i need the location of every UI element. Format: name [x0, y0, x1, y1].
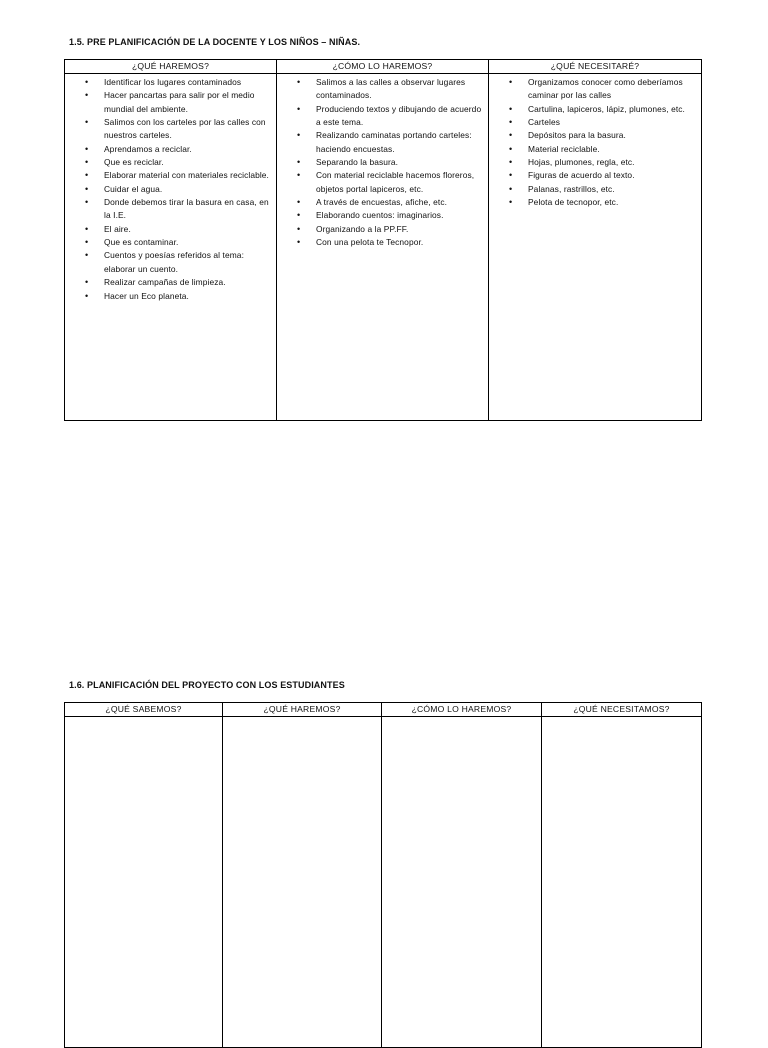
empty-cell-que-necesitamos [542, 717, 702, 1048]
bullet-list-como-lo-haremos [277, 74, 488, 249]
list-item: • Salimos con los carteles por las calles con nuestros carteles. [65, 116, 270, 143]
list-item: • Que es contaminar. [65, 236, 270, 249]
header-como-lo-haremos: ¿CÓMO LO HAREMOS? [382, 703, 542, 717]
empty-cell-que-sabemos [65, 717, 223, 1048]
list-item: • Organizamos conocer como deberíamos caminar por las calles [489, 76, 695, 103]
header-que-necesitamos: ¿QUÉ NECESITAMOS? [542, 703, 702, 717]
pre-planning-table [64, 59, 702, 421]
column-que-necesitare [489, 74, 702, 421]
table-body-row [65, 717, 702, 1048]
list-item: • El aire. [65, 223, 270, 236]
empty-cell-como-lo-haremos [382, 717, 542, 1048]
list-item: • Que es reciclar. [65, 156, 270, 169]
header-que-necesitare: ¿QUÉ NECESITARÉ? [489, 60, 702, 74]
list-item: • Separando la basura. [277, 156, 482, 169]
list-item: • Cartulina, lapiceros, lápiz, plumones, etc. [489, 103, 695, 116]
table-header-row [65, 703, 702, 717]
list-item: • Con material reciclable hacemos floreros, objetos portal lapiceros, etc. [277, 169, 482, 196]
list-item: • Salimos a las calles a observar lugares contaminados. [277, 76, 482, 103]
list-item: • Hacer un Eco planeta. [65, 290, 270, 303]
header-que-haremos: ¿QUÉ HAREMOS? [65, 60, 277, 74]
list-item: • Cuidar el agua. [65, 183, 270, 196]
list-item: • Realizar campañas de limpieza. [65, 276, 270, 289]
column-que-haremos [65, 74, 277, 421]
list-item: • Donde debemos tirar la basura en casa, en la I.E. [65, 196, 270, 223]
list-item: • Con una pelota te Tecnopor. [277, 236, 482, 249]
list-item: • Depósitos para la basura. [489, 129, 695, 142]
header-que-haremos: ¿QUÉ HAREMOS? [223, 703, 382, 717]
empty-cell-que-haremos [223, 717, 382, 1048]
list-item: • Identificar los lugares contaminados [65, 76, 270, 89]
header-que-sabemos: ¿QUÉ SABEMOS? [65, 703, 223, 717]
list-item: • Organizando a la PP.FF. [277, 223, 482, 236]
project-planning-table [64, 702, 702, 1048]
section-title-pre-planning: 1.5. PRE PLANIFICACIÓN DE LA DOCENTE Y LOS NIÑOS – NIÑAS. [69, 37, 361, 47]
list-item: • A través de encuestas, afiche, etc. [277, 196, 482, 209]
column-como-lo-haremos [277, 74, 489, 421]
list-item: • Aprendamos a reciclar. [65, 143, 270, 156]
list-item: • Produciendo textos y dibujando de acuerdo a este tema. [277, 103, 482, 130]
list-item: • Realizando caminatas portando carteles: haciendo encuestas. [277, 129, 482, 156]
table-header-row [65, 60, 702, 74]
table-body-row [65, 74, 702, 421]
list-item: • Hojas, plumones, regla, etc. [489, 156, 695, 169]
header-como-lo-haremos: ¿CÓMO LO HAREMOS? [277, 60, 489, 74]
bullet-list-que-haremos [65, 74, 276, 303]
list-item: • Pelota de tecnopor, etc. [489, 196, 695, 209]
list-item: • Cuentos y poesías referidos al tema: elaborar un cuento. [65, 249, 270, 276]
list-item: • Elaborar material con materiales reciclable. [65, 169, 270, 182]
list-item: • Elaborando cuentos: imaginarios. [277, 209, 482, 222]
list-item: • Material reciclable. [489, 143, 695, 156]
list-item: • Palanas, rastrillos, etc. [489, 183, 695, 196]
list-item: • Carteles [489, 116, 695, 129]
list-item: • Figuras de acuerdo al texto. [489, 169, 695, 182]
list-item: • Hacer pancartas para salir por el medio mundial del ambiente. [65, 89, 270, 116]
section-title-project-planning: 1.6. PLANIFICACIÓN DEL PROYECTO CON LOS ESTUDIANTES [69, 680, 345, 690]
bullet-list-que-necesitare [489, 74, 701, 209]
